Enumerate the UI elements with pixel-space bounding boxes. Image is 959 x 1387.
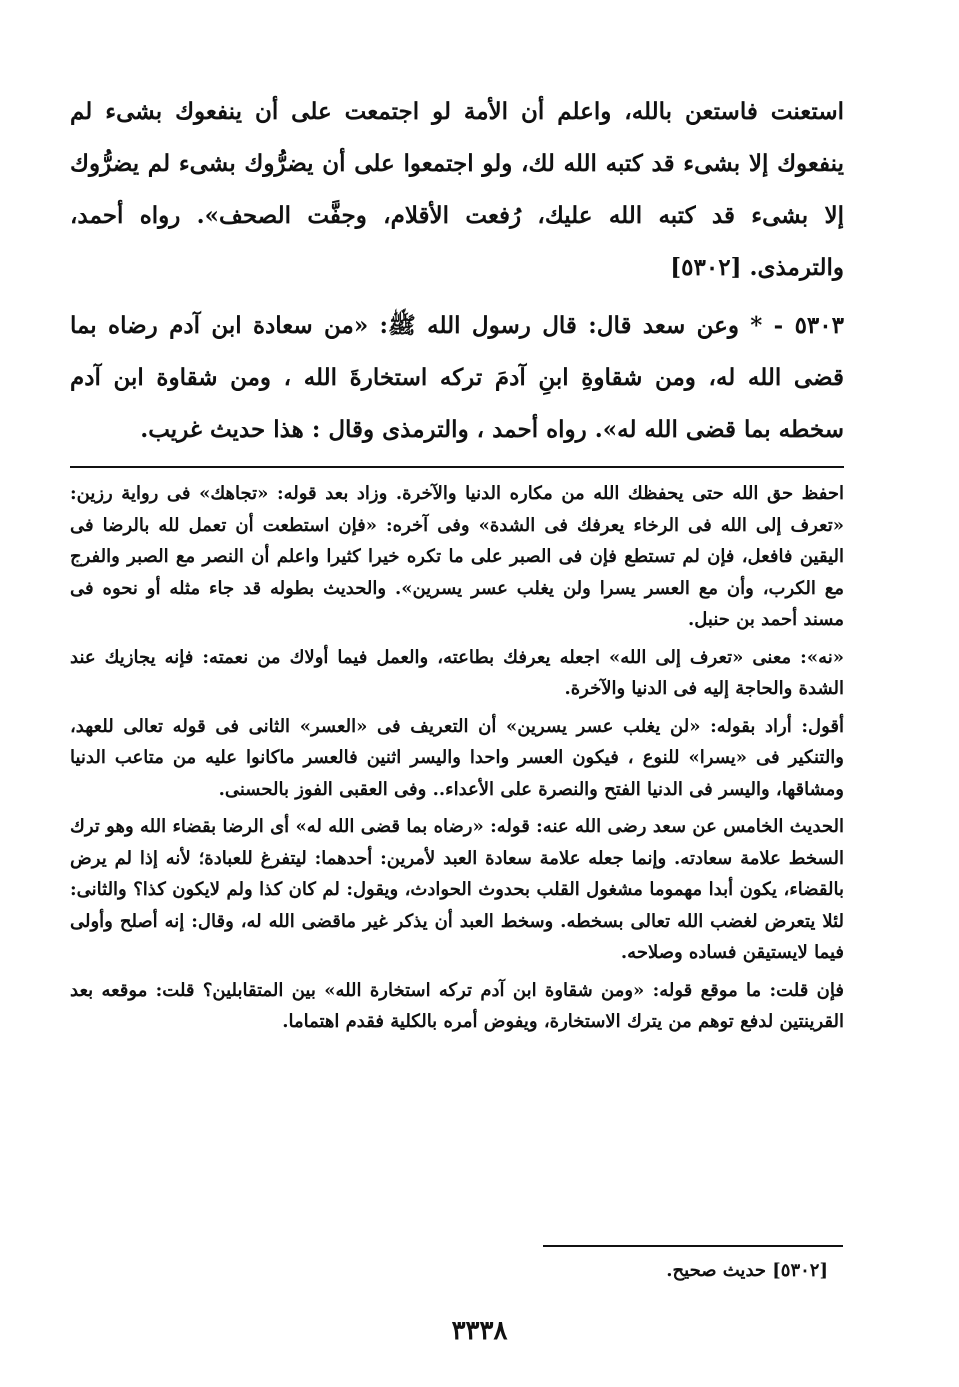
separator-line xyxy=(70,466,844,468)
hadith-paragraph-5303: ٥٣٠٣ - * وعن سعد قال: قال رسول الله ﷺ: «من سعادة ابن آدم رضاه بما قضى الله له، ومن شقاوةِ ابنِ آدمَ تركه استخارةَ الله ، ومن شقاوة ابن آدم سخطه بما قضى الله له». رواه أحمد ، والترمذى وقال : هذا حديث غريب. xyxy=(70,312,844,443)
footnote-separator xyxy=(543,1245,843,1247)
commentary-paragraph: أقول: أراد بقوله: «لن يغلب عسر يسرين» أن التعريف فى «العسر» الثانى فى قوله تعالى للعهد، والتنكير فى «يسرا» للنوع ، فيكون العسر واحدا واليسر اثنين فالعسر ماكانوا عليه من متاعب الدنيا ومشاقها، واليسر فى الدنيا الفتح والنصرة على الأعداء.. وفى العقبى الفوز بالحسنى. xyxy=(70,715,844,800)
main-text-block xyxy=(70,86,844,456)
commentary-paragraph: احفظ حق الله حتى يحفظك الله من مكاره الدنيا والآخرة. وزاد بعد قوله: «تجاهك» فى رواية رزين: «تعرف إلى الله فى الرخاء يعرفك فى الشدة» وفى آخره: «فإن استطعت أن تعمل لله بالرضا فى اليقين فافعل، فإن لم تستطع فإن فى الصبر على ما تكره خيرا كثيرا واعلم أن النصر مع الصبر والفرج مع الكرب، وأن مع العسر يسرا ولن يغلب عسر يسرين». والحديث بطوله قد جاء مثله أو نحوه فى مسند أحمد بن حنبل. xyxy=(70,483,844,630)
commentary-paragraph: «نه»: معنى «تعرف إلى الله» اجعله يعرفك بطاعته، والعمل فيما أولاك من نعمته: فإنه يجازيك عند الشدة والحاجة إليه فى الدنيا والآخرة. xyxy=(70,646,844,699)
page-number: ٣٣٣٨ xyxy=(451,1316,508,1346)
hadith-paragraph-continued: استعنت فاستعن بالله، واعلم أن الأمة لو اجتمعت على أن ينفعوك بشىء لم ينفعوك إلا بشىء قد كتبه الله لك، ولو اجتمعوا على أن يضرُّوك بشىء لم يضرُّوك إلا بشىء قد كتبه الله عليك، رُفعت الأقلام، وجفَّت الصحف». رواه أحمد، والترمذى. [٥٣٠٢] xyxy=(70,98,844,281)
commentary-paragraph: فإن قلت: ما موقع قوله: «ومن شقاوة ابن آدم تركه استخارة الله» بين المتقابلين؟ قلت: موقعه بعد القرينتين لدفع توهم من يترك الاستخارة، ويفوض أمره بالكلية فقدم اهتماما. xyxy=(70,979,844,1032)
footnote: [٥٣٠٢] حديث صحيح. xyxy=(666,1260,828,1281)
commentary-paragraph: الحديث الخامس عن سعد رضى الله عنه: قوله: «رضاه بما قضى الله له» أى الرضا بقضاء الله وهو ترك السخط علامة سعادته. وإنما جعله علامة سعادة العبد لأمرين: أحدهما: ليتفرغ للعبادة؛ لأنه إذا لم يرض بالقضاء، يكون أبدا مهموما مشغول القلب بحدوث الحوادث، ويقول: لم كان كذا ولم لايكون كذا؟ والثانى: لئلا يتعرض لغضب الله تعالى بسخطه. وسخط العبد أن يذكر غير ماقضى الله له، وقال: إنه أصلح وأولى فيما لايستيقن فساده وصلاحه. xyxy=(70,816,844,963)
commentary-block xyxy=(70,478,844,1044)
